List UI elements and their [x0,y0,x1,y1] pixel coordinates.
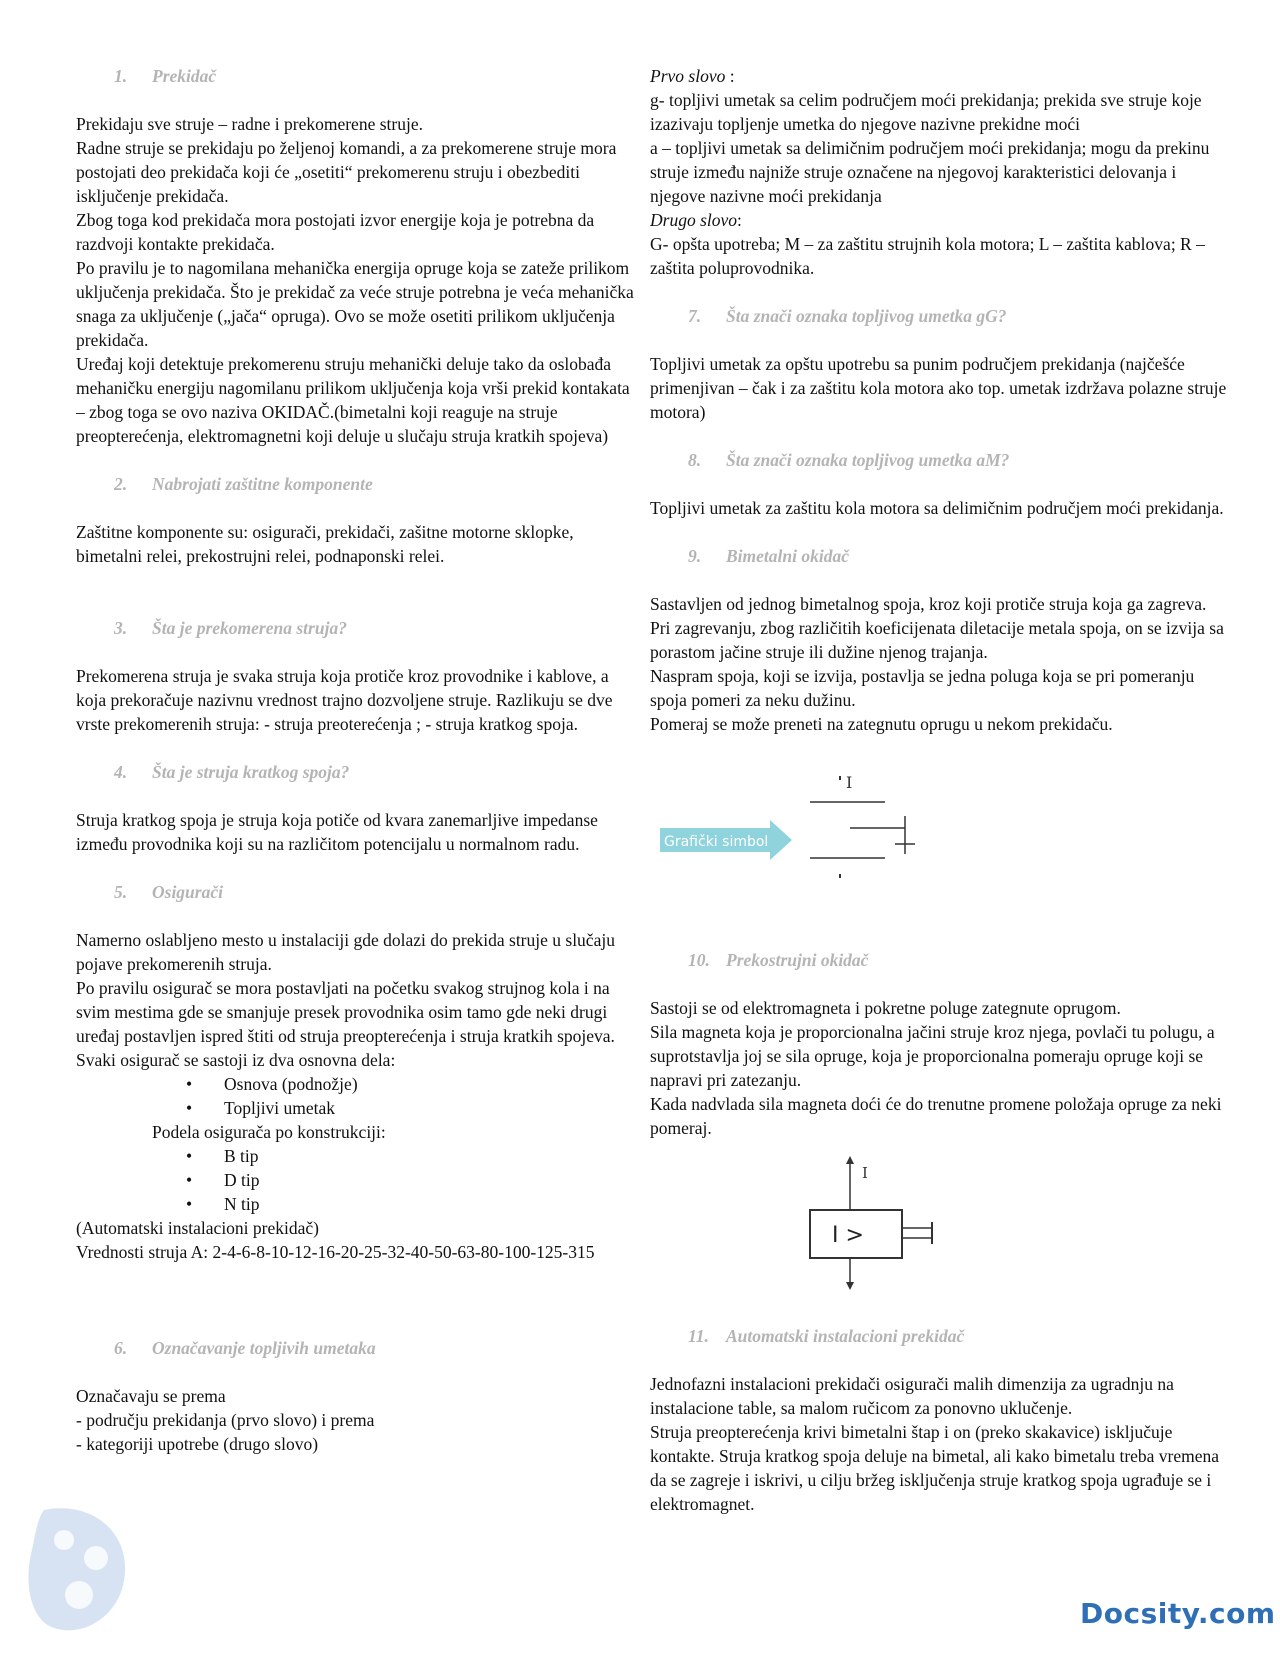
section-heading-9 [688,544,1230,568]
docsity-logo-icon [24,1500,134,1640]
paragraph: Sastoji se od elektromagneta i pokretne poluge zategnute oprugom. [650,998,1121,1018]
section-heading-7 [688,304,1230,328]
section-number: 1. [114,66,128,86]
paragraph: Po pravilu je to nagomilana mehanička energija opruge koja se zateže prilikom uključenja prekidača. Što je prekidač za veće struje potrebna je veća mehanička snaga za uključenje („jača“ opruga). Ovo se može osetiti prilikom uključenja prekidača. [76,258,634,350]
paragraph: G- opšta upotreba; M – za zaštitu strujnih kola motora; L – zaštita kablova; R – zaštita poluprovodnika. [650,234,1205,278]
paragraph: Pri zagrevanju, zbog različitih koeficijenata diletacije metala spoja, on se izvija sa porastom jačine struje ili dužine njenog trajanja. [650,618,1224,662]
section-title: Nabrojati zaštitne komponente [152,474,373,494]
section-title: Šta znači oznaka topljivog umetka gG? [726,306,1007,326]
overcurrent-symbol-figure [650,1154,1230,1294]
section-title: Šta je prekomerena struja? [152,618,347,638]
label-colon: : [725,66,735,86]
right-column [650,64,1230,1516]
section-heading-11 [688,1324,1230,1348]
paragraph: Zaštitne komponente su: osigurači, prekidači, zašitne motorne sklopke, bimetalni relei, prekostrujni relei, podnaponski relei. [76,522,574,566]
paragraph: Jednofazni instalacioni prekidači osigurači malih dimenzija za ugradnju na instalacione table, sa malom ručicom za ponovno uklučenje. [650,1374,1174,1418]
section-number: 2. [114,474,128,494]
paragraph: g- topljivi umetak sa celim područjem moći prekidanja; prekida sve struje koje izazivaju topljenje umetka do njegove nazivne prekidne moći [650,90,1202,134]
paragraph: Struja preopterećenja krivi bimetalni štap i on (preko skakavice) isključuje kontakte. Struja kratkog spoja deluje na bimetal, ali kako bimetalu treba vremena da se zagreje i iskrivi, u cilju bržeg isključenja struje kratkog spoja ugrađuje se i elektromagnet. [650,1422,1220,1514]
section-title: Šta znači oznaka topljivog umetka aM? [726,450,1010,470]
list-item: • B tip [186,1144,636,1168]
section-title: Automatski instalacioni prekidač [726,1326,965,1346]
section-heading-5 [114,880,636,904]
section-number: 5. [114,882,128,902]
paragraph: Po pravilu osigurač se mora postavljati na početku svakog strujnog kola i na svim mestima gde se smanjuje presek provodnika osim tamo gde neki drugi uređaj postavljen ispred štiti od struja preopterećenja i struja kratkih spojeva. [76,978,615,1046]
section-heading-10 [688,948,1230,972]
paragraph: Naspram spoja, koji se izvija, postavlja se jedna poluga koja se pri pomeranju spoja pomeri za neku dužinu. [650,666,1195,710]
section-title: Prekostrujni okidač [726,950,869,970]
figure-label: Grafički simbol [664,834,769,850]
paragraph: Prekidaju sve struje – radne i prekomerene struje. [76,114,423,134]
paragraph: Prekomerena struja je svaka struja koja protiče kroz provodnike i kablove, a koja prekoračuje nazivnu vrednost trajno dozvoljene struje. Razlikuju se dve vrste prekomerenih struja: - struja preoterećenja ; - struja kratkog spoja. [76,666,613,734]
paragraph: Topljivi umetak za opštu upotrebu sa punim područjem prekidanja (najčešće primenjivan – čak i za zaštitu kola motora ako top. umetak izdržava polazne struje motora) [650,354,1227,422]
section-title: Prekidač [152,66,217,86]
paragraph [650,208,1230,232]
section-heading-3 [114,616,636,640]
bimetal-symbol-figure [650,758,1230,908]
paragraph: Sastavljen od jednog bimetalnog spoja, kroz koji protiče struja koja ga zagreva. [650,594,1207,614]
label: Prvo slovo [650,66,726,86]
section-title: Označavanje topljivih umetaka [152,1338,376,1358]
paragraph: Označavaju se prema [76,1386,226,1406]
docsity-watermark: Docsity.com [1080,1597,1276,1630]
paragraph: Pomeraj se može preneti na zategnutu oprugu u nekom prekidaču. [650,714,1113,734]
section-title: Bimetalni okidač [726,546,849,566]
section-number: 3. [114,618,128,638]
paragraph: - području prekidanja (prvo slovo) i prema [76,1410,375,1430]
list-item: • D tip [186,1168,636,1192]
paragraph: Sila magneta koja je proporcionalna jačini struje kroz njega, povlači tu polugu, a suprotstavlja joj se sila opruge, koja je proporcionalna pomeraju opruge koji se napravi pri zatezanju. [650,1022,1215,1090]
paragraph: a – topljivi umetak sa delimičnim područjem moći prekidanja; mogu da prekinu struje između najniže struje označene na njegovoj karakteristici delovanja i njegove nazivne moći prekidanja [650,138,1210,206]
paragraph: Topljivi umetak za zaštitu kola motora sa delimičnim područjem moći prekidanja. [650,498,1224,518]
section-number: 7. [688,306,702,326]
section-title: Šta je struja kratkog spoja? [152,762,350,782]
relay-label: I > [832,1223,864,1248]
bimetal-symbol-diagram [650,758,1230,908]
section-number: 10. [688,950,710,970]
section-title: Osigurači [152,882,223,902]
section-heading-8 [688,448,1230,472]
paragraph: Namerno oslabljeno mesto u instalaciji gde dolazi do prekida struje u slučaju pojave prekomerenih struja. [76,930,615,974]
section-number: 11. [688,1326,709,1346]
section-number: 6. [114,1338,128,1358]
paragraph: Podela osigurača po konstrukciji: [152,1122,386,1142]
current-mark: I [862,1164,868,1182]
overcurrent-symbol-diagram [650,1154,1230,1294]
section-number: 4. [114,762,128,782]
section-heading-6 [114,1336,636,1360]
list-item: • Topljivi umetak [186,1096,636,1120]
left-column [76,64,636,1456]
paragraph: Kada nadvlada sila magneta doći će do trenutne promene položaja opruge za neki pomeraj. [650,1094,1222,1138]
paragraph: Struja kratkog spoja je struja koja potiče od kvara zanemarljive impedanse između provodnika koji su na različitom potencijalu u normalnom radu. [76,810,598,854]
paragraph: Vrednosti struja A: 2-4-6-8-10-12-16-20-25-32-40-50-63-80-100-125-315 [76,1242,595,1262]
list-item: • N tip [186,1192,636,1216]
label-colon: : [737,210,742,230]
paragraph: Uređaj koji detektuje prekomerenu struju mehanički deluje tako da oslobađa mehaničku energiju nagomilanu prilikom uključenja koja vrši prekid kontakata – zbog toga se ovo naziva OKIDAČ.(bimetalni koji reaguje na struje preopterećenja, elektromagnetni koji deluje u slučaju struja kratkih spojeva) [76,354,630,446]
section-heading-4 [114,760,636,784]
section-heading-2 [114,472,636,496]
paragraph: (Automatski instalacioni prekidač) [76,1218,319,1238]
paragraph: Radne struje se prekidaju po željenoj komandi, a za prekomerene struje mora postojati deo prekidača koji će „osetiti“ prekomerenu struju i obezbediti isključenje prekidača. [76,138,617,206]
section-number: 8. [688,450,702,470]
paragraph: Zbog toga kod prekidača mora postojati izvor energije koja je potrebna da razdvoji kontakte prekidača. [76,210,595,254]
current-mark: I [846,773,853,792]
section-heading-1 [114,64,636,88]
paragraph [650,64,1230,88]
paragraph: Svaki osigurač se sastoji iz dva osnovna dela: [76,1050,396,1070]
paragraph: - kategoriji upotrebe (drugo slovo) [76,1434,319,1454]
list-item: • Osnova (podnožje) [186,1072,636,1096]
label: Drugo slovo [650,210,738,230]
section-number: 9. [688,546,702,566]
